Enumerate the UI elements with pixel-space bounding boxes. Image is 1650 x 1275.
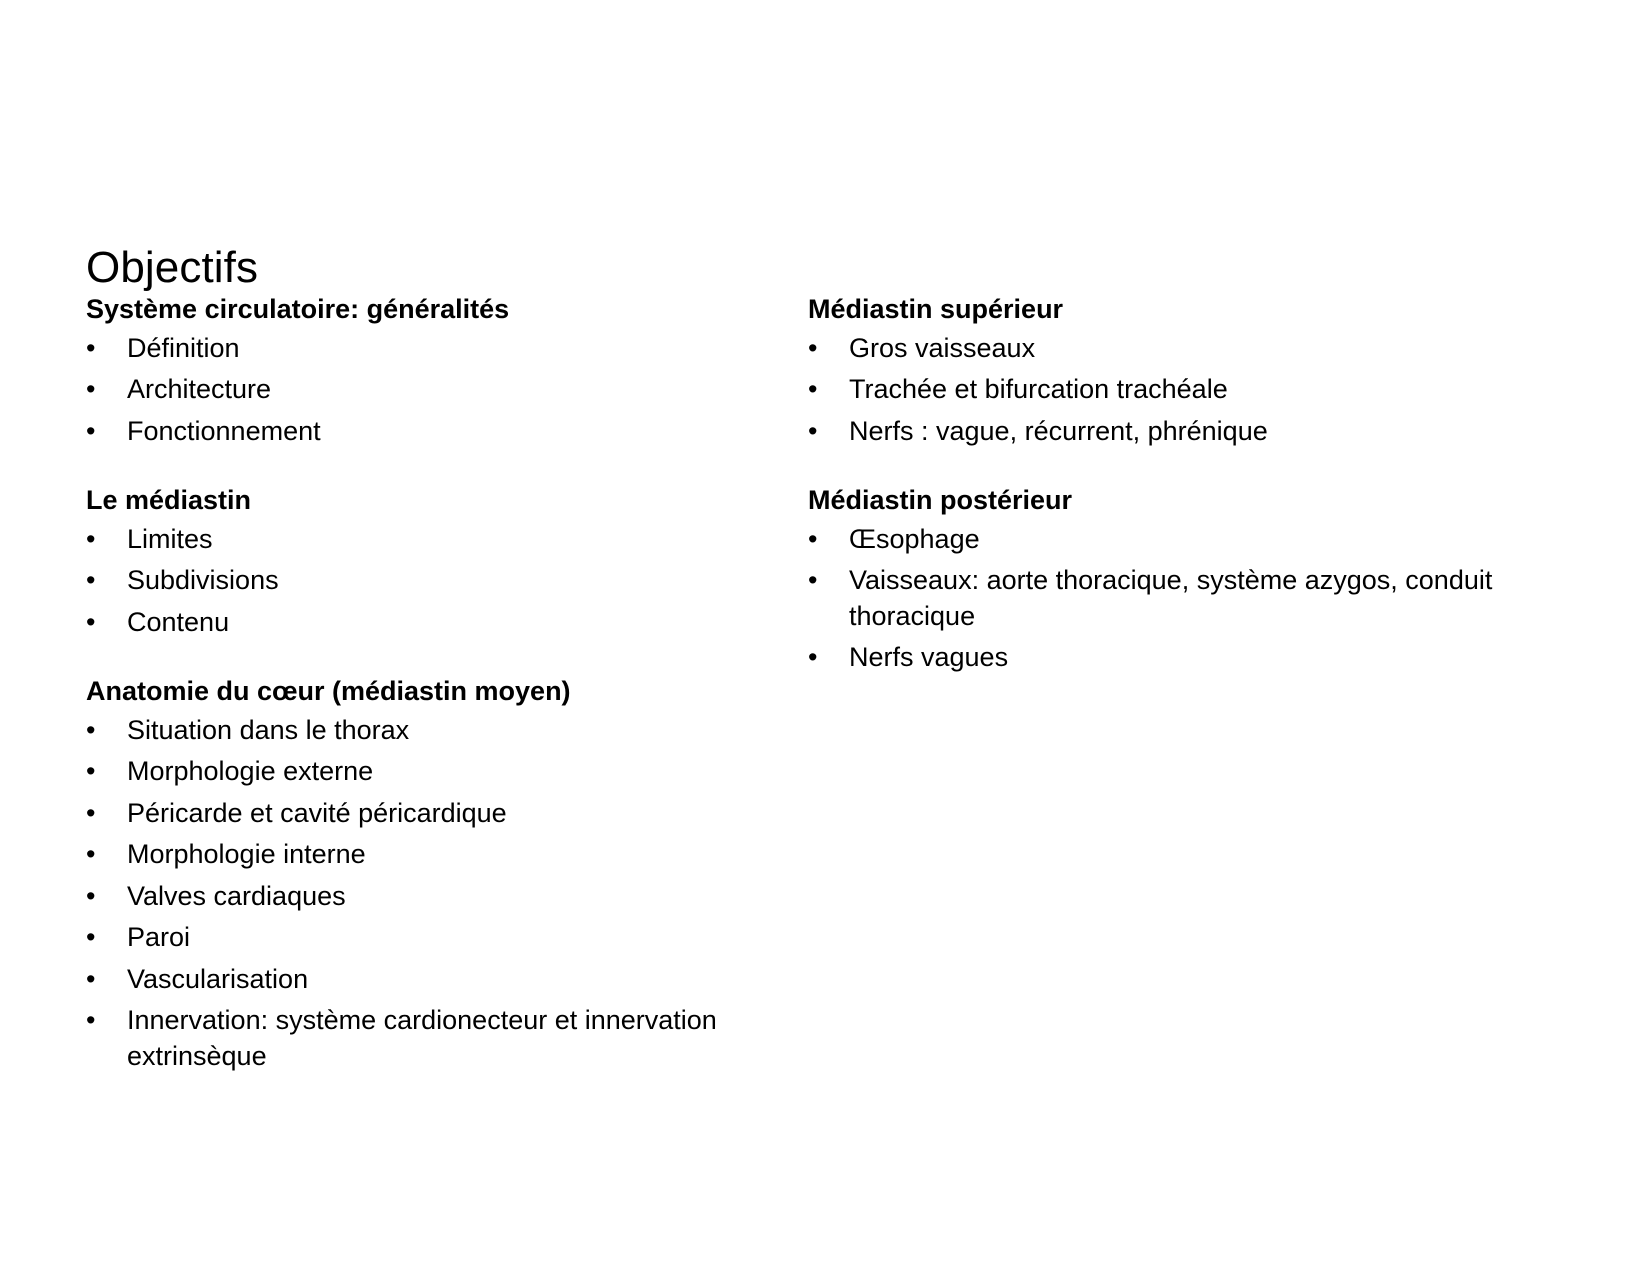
bullet-list <box>808 331 1508 450</box>
bullet-list <box>86 522 776 641</box>
list-item <box>86 713 776 749</box>
group-heading: Anatomie du cœur (médiastin moyen) <box>86 676 571 707</box>
bullet-icon: • <box>86 922 96 953</box>
bullet-icon: • <box>86 756 96 787</box>
list-item <box>86 796 776 832</box>
list-item-label: Nerfs : vague, récurrent, phrénique <box>849 415 1268 446</box>
list-item <box>86 414 776 450</box>
bullet-icon: • <box>808 642 818 673</box>
list-item <box>86 563 776 599</box>
bullet-icon: • <box>86 415 96 446</box>
list-item-label: Gros vaisseaux <box>849 332 1036 363</box>
group-heading: Médiastin supérieur <box>808 294 1064 324</box>
bullet-icon: • <box>808 523 818 554</box>
bullet-icon: • <box>808 332 818 363</box>
list-item-label: Limites <box>127 523 213 554</box>
bullet-icon: • <box>86 963 96 994</box>
bullet-icon: • <box>86 606 96 637</box>
bullet-list <box>808 522 1508 676</box>
content-column-left <box>86 292 776 1074</box>
list-item <box>808 414 1508 450</box>
group-heading: Le médiastin <box>86 485 252 516</box>
list-item-label: Paroi <box>127 922 191 953</box>
bullet-icon: • <box>86 332 96 363</box>
bullet-list <box>86 713 776 1075</box>
list-item-label: Définition <box>127 332 240 363</box>
bullet-list <box>86 331 776 450</box>
content-group <box>86 674 776 1074</box>
list-item <box>808 563 1508 634</box>
content-group <box>86 292 776 449</box>
list-item <box>86 754 776 790</box>
content-group <box>808 292 1508 449</box>
bullet-icon: • <box>86 374 96 405</box>
bullet-icon: • <box>86 880 96 911</box>
list-item <box>86 920 776 956</box>
bullet-icon: • <box>808 374 818 405</box>
list-item-label: Vascularisation <box>127 963 309 994</box>
list-item <box>86 879 776 915</box>
list-item-label: Fonctionnement <box>127 415 321 446</box>
list-item <box>86 837 776 873</box>
list-item <box>808 522 1508 558</box>
list-item-label: Morphologie interne <box>127 839 366 870</box>
list-item <box>86 962 776 998</box>
bullet-icon: • <box>808 565 818 596</box>
list-item <box>86 331 776 367</box>
list-item <box>808 372 1508 408</box>
list-item-label: Architecture <box>127 374 272 405</box>
list-item-label: Œsophage <box>849 523 980 554</box>
list-item-label: Valves cardiaques <box>127 880 346 911</box>
page-title: Objectifs <box>86 243 259 293</box>
bullet-icon: • <box>86 523 96 554</box>
list-item-label: Trachée et bifurcation trachéale <box>849 374 1228 405</box>
content-column-right <box>808 292 1508 676</box>
list-item-label: Subdivisions <box>127 565 279 596</box>
list-item <box>808 331 1508 367</box>
list-item-label: Nerfs vagues <box>849 642 1009 673</box>
bullet-icon: • <box>86 839 96 870</box>
bullet-icon: • <box>86 797 96 828</box>
list-item <box>86 522 776 558</box>
bullet-icon: • <box>86 565 96 596</box>
list-item-label: Contenu <box>127 606 230 637</box>
content-group <box>86 483 776 640</box>
list-item-label: Morphologie externe <box>127 756 374 787</box>
list-item <box>86 1003 776 1074</box>
bullet-icon: • <box>86 1005 96 1036</box>
bullet-icon: • <box>86 714 96 745</box>
list-item-label: Vaisseaux: aorte thoracique, système azygos, conduit thoracique <box>849 565 1493 631</box>
list-item-label: Péricarde et cavité péricardique <box>127 797 507 828</box>
group-heading: Système circulatoire: généralités <box>86 294 510 324</box>
bullet-icon: • <box>808 415 818 446</box>
content-group <box>808 483 1508 676</box>
list-item <box>86 372 776 408</box>
list-item-label: Innervation: système cardionecteur et innervation extrinsèque <box>127 1005 717 1071</box>
group-heading: Médiastin postérieur <box>808 485 1073 516</box>
list-item-label: Situation dans le thorax <box>127 714 410 745</box>
list-item <box>86 605 776 641</box>
list-item <box>808 640 1508 676</box>
